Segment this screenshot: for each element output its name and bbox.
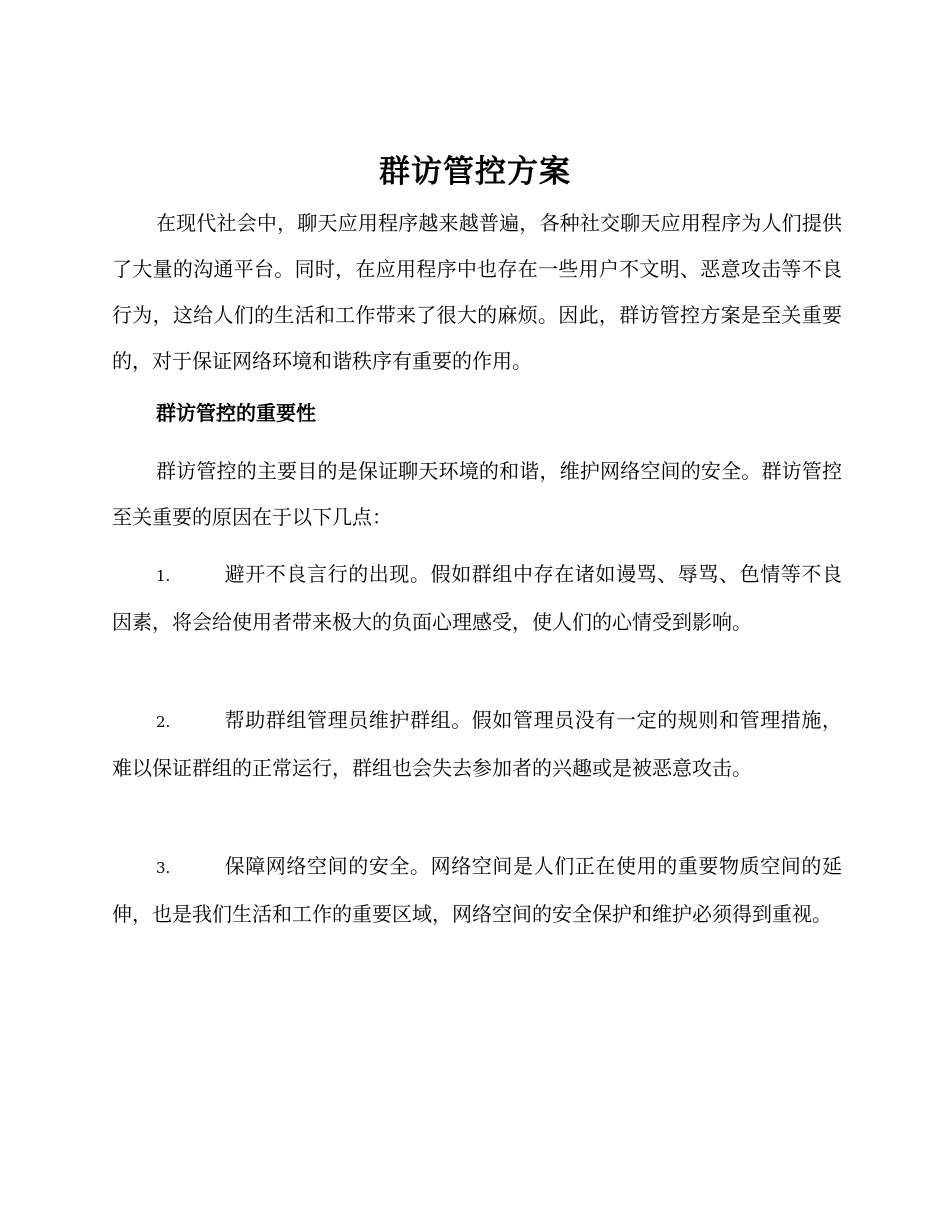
intro-paragraph: 在现代社会中，聊天应用程序越来越普遍，各种社交聊天应用程序为人们提供了大量的沟通平台。同时，在应用程序中也存在一些用户不文明、恶意攻击等不良行为，这给人们的生活和工作带来了很大的麻烦。因此，群访管控方案是至关重要的，对于保证网络环境和谐秩序有重要的作用。	[112, 211, 842, 373]
list-item-number: 2.	[156, 713, 171, 731]
list-item	[112, 551, 842, 645]
section-intro-paragraph: 群访管控的主要目的是保证聊天环境的和谐，维护网络空间的安全。群访管控至关重要的原因在于以下几点：	[112, 459, 842, 529]
document-title: 群访管控方案	[379, 154, 571, 190]
list-item	[112, 843, 842, 937]
section-heading: 群访管控的重要性	[156, 401, 316, 425]
list-item-text: 避开不良言行的出现。假如群组中存在诸如谩骂、辱骂、色情等不良因素，将会给使用者带来极大的负面心理感受，使人们的心情受到影响。	[112, 562, 842, 634]
list-item-text: 保障网络空间的安全。网络空间是人们正在使用的重要物质空间的延伸，也是我们生活和工作的重要区域，网络空间的安全保护和维护必须得到重视。	[112, 854, 842, 926]
list-item-number: 3.	[156, 859, 171, 877]
list-item-number: 1.	[156, 567, 171, 585]
list-item	[112, 697, 842, 791]
list-item-text: 帮助群组管理员维护群组。假如管理员没有一定的规则和管理措施，难以保证群组的正常运行，群组也会失去参加者的兴趣或是被恶意攻击。	[112, 708, 842, 780]
